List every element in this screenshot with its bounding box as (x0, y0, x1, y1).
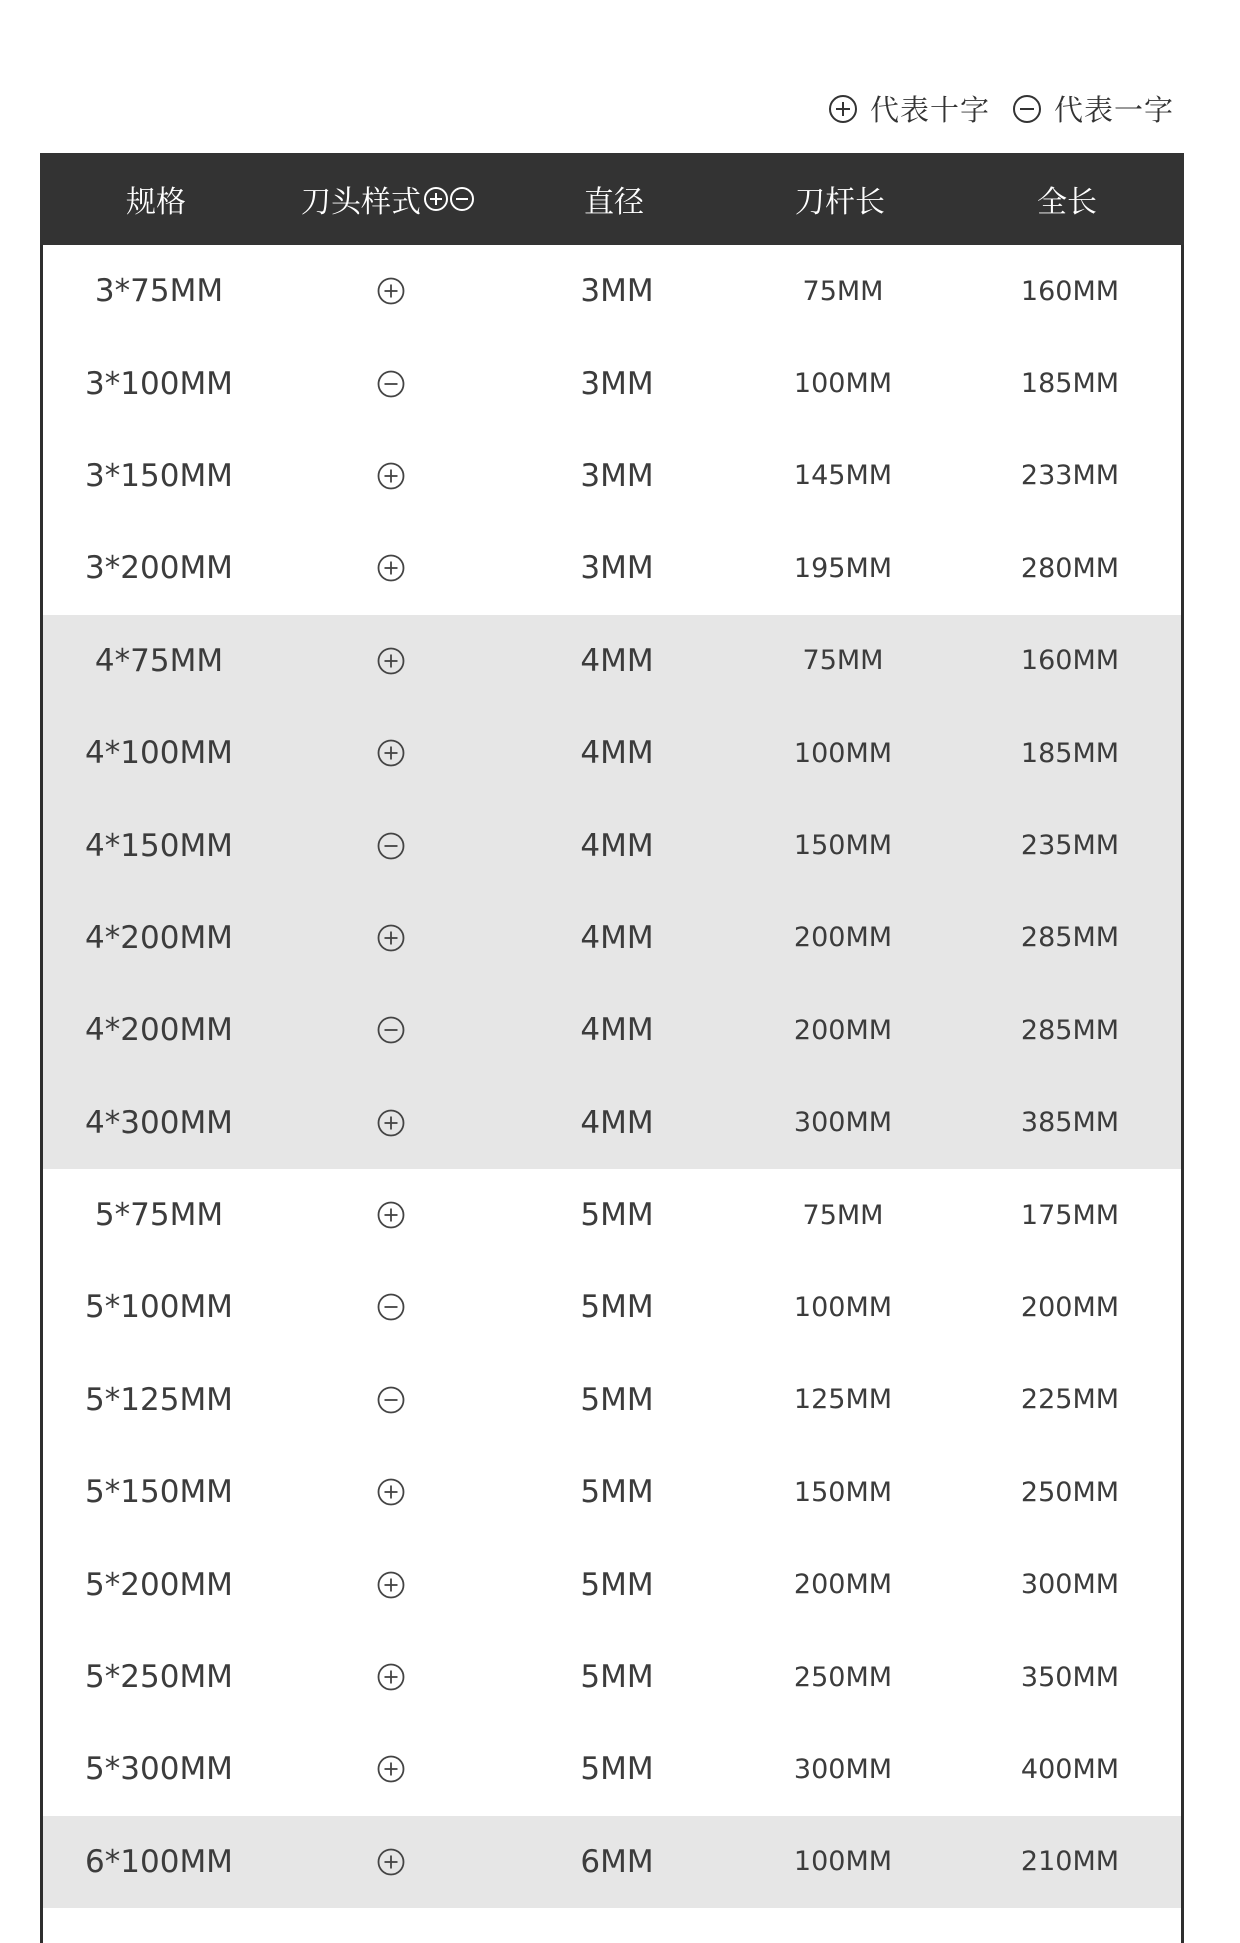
cell-shaft-length: 250MM (793, 1661, 893, 1693)
cell-shaft-length: 75MM (802, 645, 884, 677)
cell-shaft-length: 100MM (793, 1291, 893, 1323)
cell-spec: 4*200MM (85, 1012, 233, 1049)
header-head-style (272, 177, 504, 221)
plus-circle-icon (275, 1200, 507, 1230)
plus-circle-icon (275, 461, 507, 491)
cell-diameter: 4MM (580, 1104, 654, 1141)
header-diameter: 直径 (584, 185, 644, 220)
table-row (43, 1538, 1181, 1630)
legend-item-cross (828, 88, 990, 129)
cell-shaft-length: 100MM (793, 368, 893, 400)
header-shaft-length: 刀杆长 (795, 185, 885, 220)
cell-diameter: 3MM (580, 550, 654, 587)
cell-spec: 5*125MM (85, 1381, 233, 1418)
table-row (43, 1816, 1181, 1908)
cell-total-length: 185MM (1020, 368, 1120, 400)
cell-diameter: 3MM (580, 365, 654, 402)
cell-diameter: 6MM (580, 1843, 654, 1880)
plus-circle-icon (275, 1477, 507, 1507)
cell-spec: 5*100MM (85, 1289, 233, 1326)
cell-total-length: 225MM (1020, 1384, 1120, 1416)
cell-spec: 4*150MM (85, 827, 233, 864)
cell-spec: 4*75MM (94, 642, 224, 679)
cell-diameter: 5MM (580, 1197, 654, 1234)
plus-circle-icon (275, 646, 507, 676)
cell-shaft-length: 75MM (802, 1199, 884, 1231)
cell-diameter: 5MM (580, 1381, 654, 1418)
cell-total-length: 235MM (1020, 830, 1120, 862)
table-row (43, 615, 1181, 707)
spec-table (40, 153, 1184, 1943)
cell-diameter: 4MM (580, 919, 654, 956)
cell-total-length: 160MM (1020, 275, 1120, 307)
cell-spec: 4*300MM (85, 1104, 233, 1141)
table-row (43, 1631, 1181, 1723)
table-row (43, 984, 1181, 1076)
cell-spec: 5*150MM (85, 1474, 233, 1511)
minus-circle-icon (1012, 94, 1042, 124)
table-row (43, 1446, 1181, 1538)
table-row (43, 1169, 1181, 1261)
cell-total-length: 250MM (1020, 1476, 1120, 1508)
cell-diameter: 4MM (580, 642, 654, 679)
legend-label-slot: 代表一字 (1053, 93, 1174, 127)
cell-total-length: 160MM (1020, 645, 1120, 677)
cell-shaft-length: 200MM (793, 922, 893, 954)
plus-circle-icon (275, 553, 507, 583)
table-row (43, 245, 1181, 337)
table-row (43, 430, 1181, 522)
table-row (43, 1077, 1181, 1169)
cell-diameter: 5MM (580, 1566, 654, 1603)
cell-spec: 3*100MM (85, 365, 233, 402)
cell-total-length: 210MM (1020, 1846, 1120, 1878)
cell-diameter: 5MM (580, 1659, 654, 1696)
cell-total-length: 185MM (1020, 737, 1120, 769)
cell-diameter: 4MM (580, 1012, 654, 1049)
plus-circle-icon (275, 1847, 507, 1877)
cell-spec: 4*100MM (85, 735, 233, 772)
cell-spec: 5*75MM (94, 1197, 224, 1234)
table-row (43, 337, 1181, 429)
cell-diameter: 4MM (580, 827, 654, 864)
cell-total-length: 285MM (1020, 1014, 1120, 1046)
cell-shaft-length: 300MM (793, 1753, 893, 1785)
cell-diameter: 4MM (580, 735, 654, 772)
cell-total-length: 175MM (1020, 1199, 1120, 1231)
header-total-length: 全长 (1037, 185, 1097, 220)
cell-shaft-length: 100MM (793, 1846, 893, 1878)
cell-shaft-length: 200MM (793, 1014, 893, 1046)
cell-total-length: 400MM (1020, 1753, 1120, 1785)
cell-total-length: 233MM (1020, 460, 1120, 492)
cell-shaft-length: 75MM (802, 275, 884, 307)
plus-circle-icon (275, 276, 507, 306)
minus-circle-icon (449, 186, 475, 212)
cell-diameter: 3MM (580, 457, 654, 494)
cell-total-length: 280MM (1020, 552, 1120, 584)
cell-spec: 6*100MM (85, 1843, 233, 1880)
table-row (43, 892, 1181, 984)
plus-circle-icon (275, 923, 507, 953)
table-row (43, 799, 1181, 891)
plus-circle-icon (275, 738, 507, 768)
cell-spec: 4*200MM (85, 919, 233, 956)
cell-shaft-length: 150MM (793, 830, 893, 862)
cell-shaft-length: 145MM (793, 460, 893, 492)
cell-total-length: 200MM (1020, 1291, 1120, 1323)
table-row (43, 1723, 1181, 1815)
cell-diameter: 5MM (580, 1289, 654, 1326)
legend-item-slot (1012, 88, 1174, 129)
cell-spec: 5*300MM (85, 1751, 233, 1788)
legend (806, 88, 1174, 129)
cell-shaft-length: 125MM (793, 1384, 893, 1416)
cell-diameter: 5MM (580, 1474, 654, 1511)
cell-spec: 5*250MM (85, 1659, 233, 1696)
header-symbols (423, 186, 475, 212)
minus-circle-icon (275, 1385, 507, 1415)
cell-spec: 3*150MM (85, 457, 233, 494)
table-body (43, 245, 1181, 1908)
table-header (40, 153, 1184, 245)
minus-circle-icon (275, 369, 507, 399)
cell-diameter: 5MM (580, 1751, 654, 1788)
header-head-style-label: 刀头样式 (301, 185, 421, 220)
plus-circle-icon (275, 1754, 507, 1784)
minus-circle-icon (275, 1292, 507, 1322)
cell-spec: 3*200MM (85, 550, 233, 587)
cell-total-length: 350MM (1020, 1661, 1120, 1693)
minus-circle-icon (275, 831, 507, 861)
cell-shaft-length: 200MM (793, 1569, 893, 1601)
cell-total-length: 385MM (1020, 1107, 1120, 1139)
cell-total-length: 300MM (1020, 1569, 1120, 1601)
header-spec: 规格 (126, 185, 186, 220)
cell-spec: 5*200MM (85, 1566, 233, 1603)
cell-shaft-length: 195MM (793, 552, 893, 584)
cell-total-length: 285MM (1020, 922, 1120, 954)
cell-spec: 3*75MM (94, 273, 224, 310)
plus-circle-icon (423, 186, 449, 212)
plus-circle-icon (828, 94, 858, 124)
cell-shaft-length: 300MM (793, 1107, 893, 1139)
table-row (43, 1261, 1181, 1353)
cell-shaft-length: 100MM (793, 737, 893, 769)
cell-diameter: 3MM (580, 273, 654, 310)
plus-circle-icon (275, 1662, 507, 1692)
minus-circle-icon (275, 1015, 507, 1045)
table-row (43, 707, 1181, 799)
plus-circle-icon (275, 1108, 507, 1138)
legend-label-cross: 代表十字 (869, 93, 990, 127)
table-row (43, 1354, 1181, 1446)
cell-shaft-length: 150MM (793, 1476, 893, 1508)
plus-circle-icon (275, 1570, 507, 1600)
table-row (43, 522, 1181, 614)
